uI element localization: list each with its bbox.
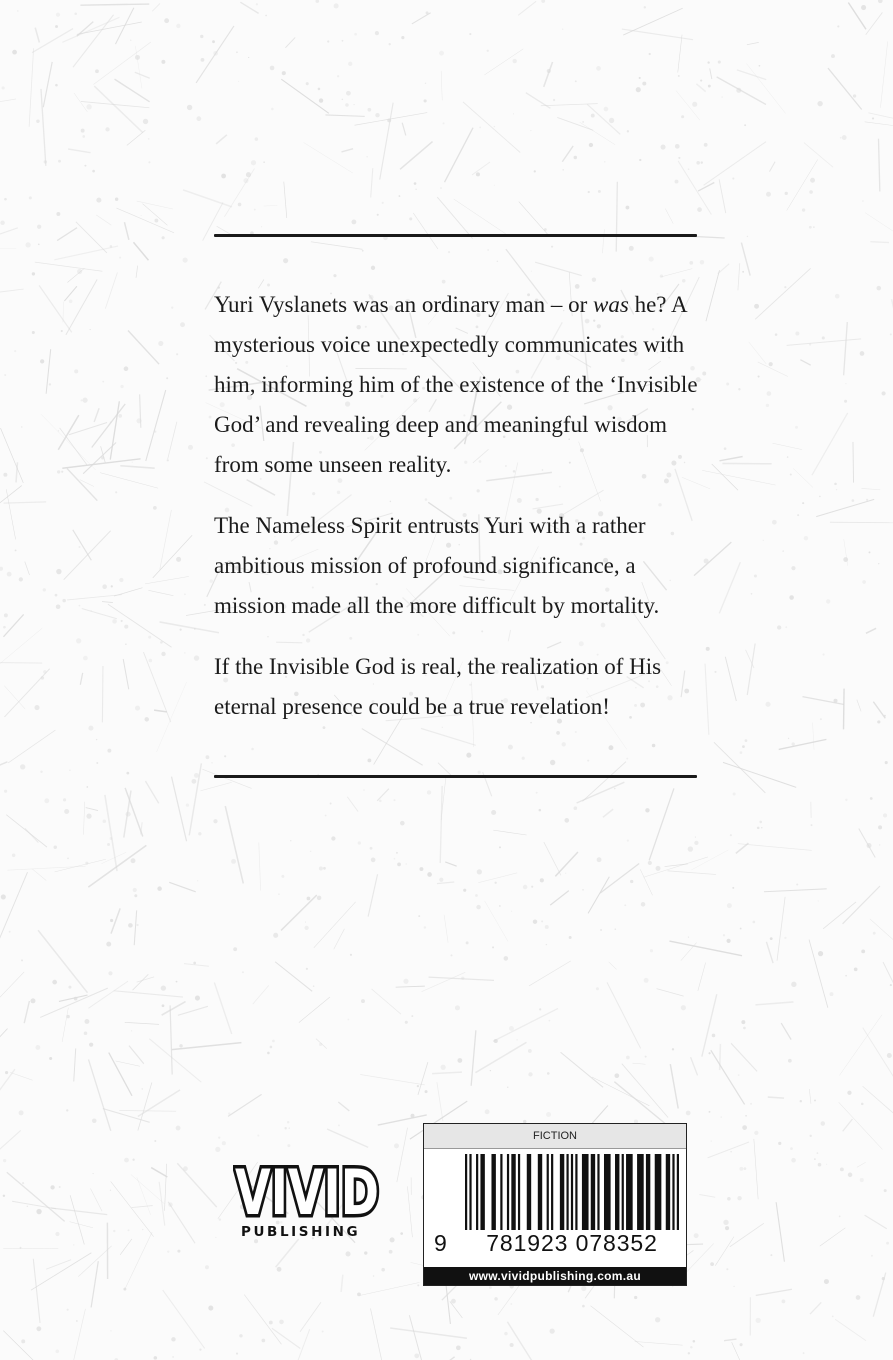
- blurb-text: Yuri Vyslanets was an ordinary man – or: [214, 292, 594, 317]
- blurb-emphasis: was: [593, 292, 629, 317]
- blurb-paragraph-1: [214, 285, 704, 485]
- top-divider: [214, 234, 697, 237]
- logo-subtitle: PUBLISHING: [241, 1224, 361, 1240]
- blurb-paragraph-2: The Nameless Spirit entrusts Yuri with a rather ambitious mission of profound significance, a mission made all the more difficult by mortality.: [214, 513, 660, 618]
- isbn-barcode: [423, 1123, 687, 1286]
- vivid-wordmark: [233, 1160, 381, 1222]
- barcode-digits: 781923 078352: [464, 1230, 680, 1257]
- publisher-website: www.vividpublishing.com.au: [424, 1267, 686, 1285]
- barcode-lead-digit: 9: [434, 1230, 447, 1256]
- blurb-text: he? A mysterious voice unexpectedly communicates with him, informing him of the existence of the ‘Invisible God’ and revealing deep and meaningful wisdom from some unseen reality.: [214, 292, 698, 477]
- barcode-category: FICTION: [424, 1124, 686, 1149]
- publisher-logo: [233, 1160, 381, 1245]
- logo-word: VIVID: [235, 1160, 379, 1222]
- blurb-paragraph-3: If the Invisible God is real, the realization of His eternal presence could be a true revelation!: [214, 654, 662, 719]
- bottom-divider: [214, 775, 697, 778]
- back-cover-blurb: [214, 285, 704, 748]
